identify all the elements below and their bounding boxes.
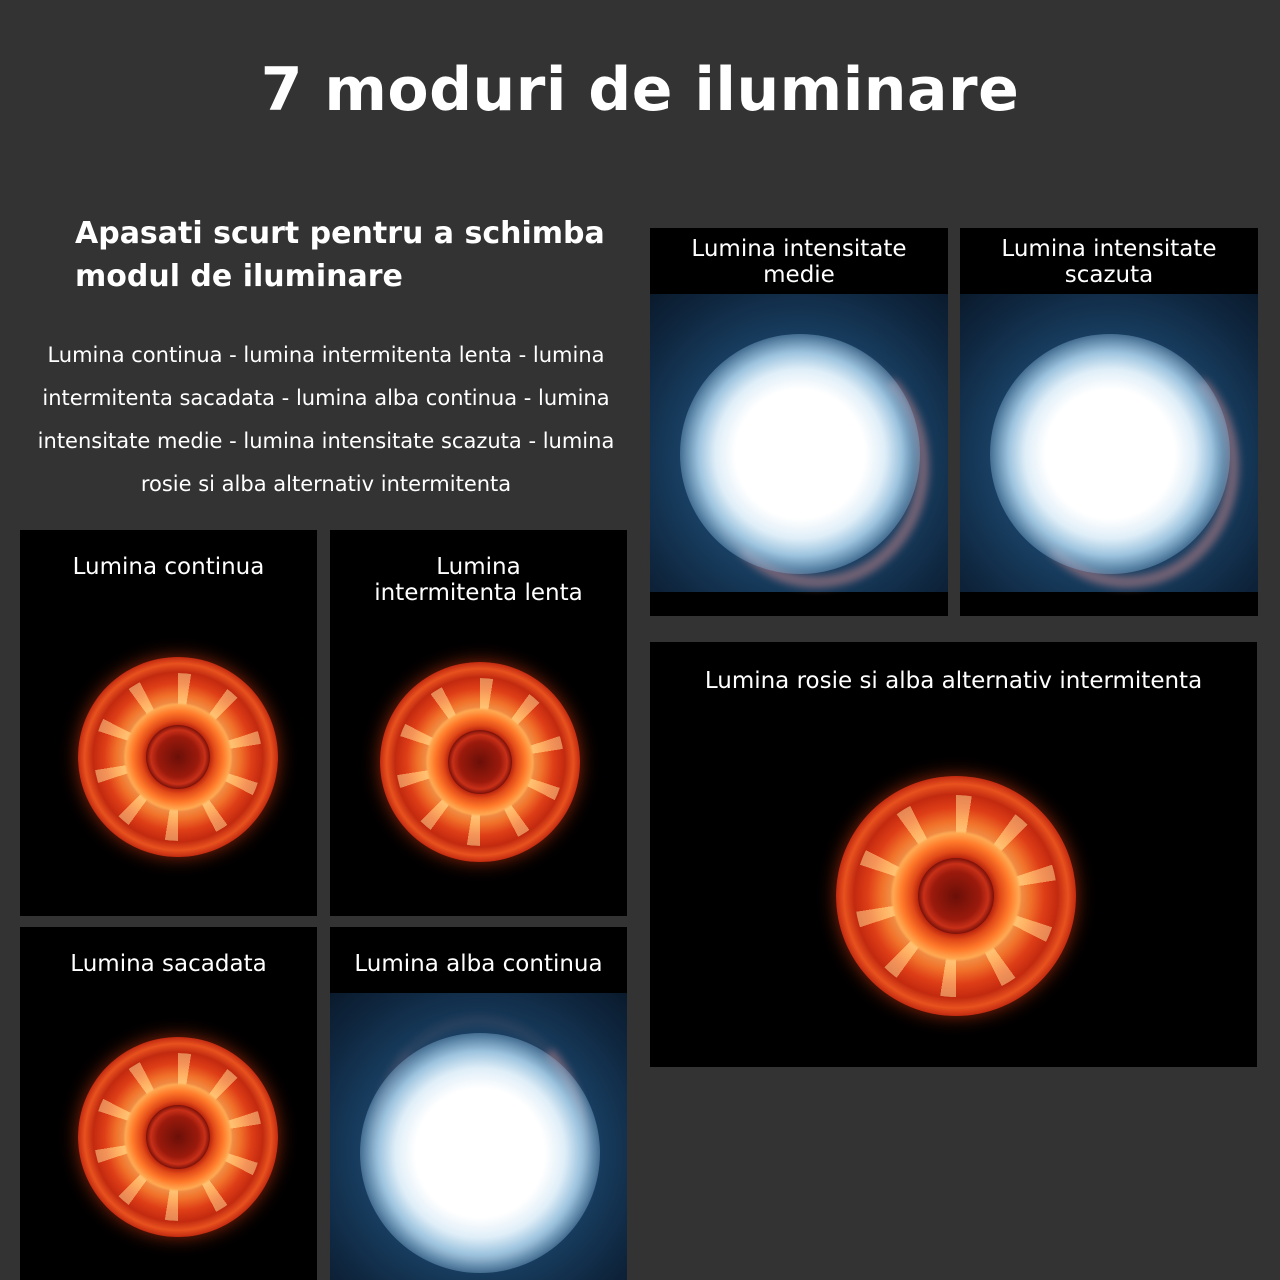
modes-description: Lumina continua - lumina intermitenta lenta - lumina intermitenta sacadata - lumina alba continua - lumina intensitate medie - lumina intensitate scazuta - lumina rosie si alba alternativ intermitenta xyxy=(37,343,615,496)
mode-label: Lumina sacadata xyxy=(70,951,267,977)
page-title: 7 moduri de iluminare xyxy=(260,55,1020,125)
mode-panel-intermitenta-lenta xyxy=(330,530,627,916)
mode-label: Lumina intensitate medie xyxy=(691,236,907,288)
mode-label: Lumina continua xyxy=(72,554,265,580)
white-light-image xyxy=(330,993,627,1280)
mode-panel-rosie-alba xyxy=(650,642,1257,1067)
red-light-image xyxy=(78,657,278,857)
white-glow xyxy=(990,334,1230,574)
red-light-image xyxy=(836,776,1076,1016)
mode-label: Lumina intermitenta lenta xyxy=(374,554,583,606)
mode-panel-alba-continua xyxy=(330,927,627,1280)
mode-label: Lumina intensitate scazuta xyxy=(1001,236,1217,288)
mode-panel-intensitate-medie xyxy=(650,228,948,616)
mode-panel-continua xyxy=(20,530,317,916)
mode-label: Lumina rosie si alba alternativ intermitenta xyxy=(704,668,1203,694)
mode-panel-sacadata xyxy=(20,927,317,1280)
red-light-image xyxy=(380,662,580,862)
mode-label: Lumina alba continua xyxy=(354,951,603,977)
mode-panel-intensitate-scazuta xyxy=(960,228,1258,616)
white-glow xyxy=(360,1033,600,1273)
white-light-image xyxy=(960,294,1258,592)
white-light-image xyxy=(650,294,948,592)
white-glow xyxy=(680,334,920,574)
red-light-image xyxy=(78,1037,278,1237)
subtitle: Apasati scurt pentru a schimba modul de iluminare xyxy=(75,216,605,294)
